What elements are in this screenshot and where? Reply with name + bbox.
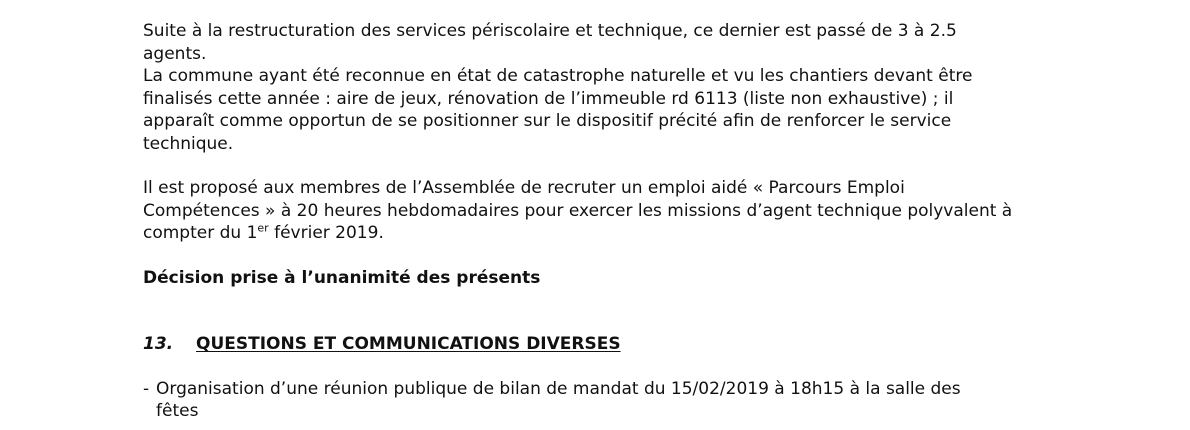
paragraph-proposition-line-1: Il est proposé aux membres de l’Assemblée de recruter un emploi aidé « Parcours Emploi xyxy=(143,178,905,198)
decision-statement: Décision prise à l’unanimité des présents xyxy=(143,267,541,288)
document-body xyxy=(143,20,1043,423)
paragraph-proposition-line-2: Compétences » à 20 heures hebdomadaires pour exercer les missions d’agent technique polyvalent à xyxy=(143,200,1013,221)
paragraph-restructuration-line-1: Suite à la restructuration des services périscolaire et technique, ce dernier est passé de 3 à 2.5 xyxy=(143,21,957,41)
date-prefix: compter du 1 xyxy=(143,223,258,243)
paragraph-catastrophe-line-1: La commune ayant été reconnue en état de catastrophe naturelle et vu les chantiers devant être xyxy=(143,66,973,86)
list-item-line-1: Organisation d’une réunion publique de bilan de mandat du 15/02/2019 à 18h15 à la salle des xyxy=(156,378,961,399)
paragraph-proposition-line-3 xyxy=(143,222,1043,245)
list-item-line-2: fêtes xyxy=(156,401,199,421)
paragraph-catastrophe-line-4: technique. xyxy=(143,133,234,154)
paragraph-catastrophe-line-2: finalisés cette année : aire de jeux, rénovation de l’immeuble rd 6113 (liste non exhaustive) ; il xyxy=(143,88,954,109)
paragraph-catastrophe-line-3: apparaît comme opportun de se positionner sur le dispositif précité afin de renforcer le service xyxy=(143,111,952,131)
list-item xyxy=(143,378,1043,423)
paragraph-spacer xyxy=(143,155,1043,177)
ordinal-superscript: er xyxy=(257,221,269,235)
section-spacer xyxy=(143,356,1043,378)
section-heading xyxy=(143,333,1043,356)
paragraph-restructuration-line-2: agents. xyxy=(143,43,207,64)
section-number: 13. xyxy=(143,334,174,354)
section-spacer xyxy=(143,289,1043,333)
list-bullet-dash: - xyxy=(143,378,150,399)
list-item-text xyxy=(156,378,1043,423)
section-title: QUESTIONS ET COMMUNICATIONS DIVERSES xyxy=(196,334,621,354)
paragraph-spacer xyxy=(143,245,1043,267)
date-suffix: février 2019. xyxy=(268,223,384,243)
